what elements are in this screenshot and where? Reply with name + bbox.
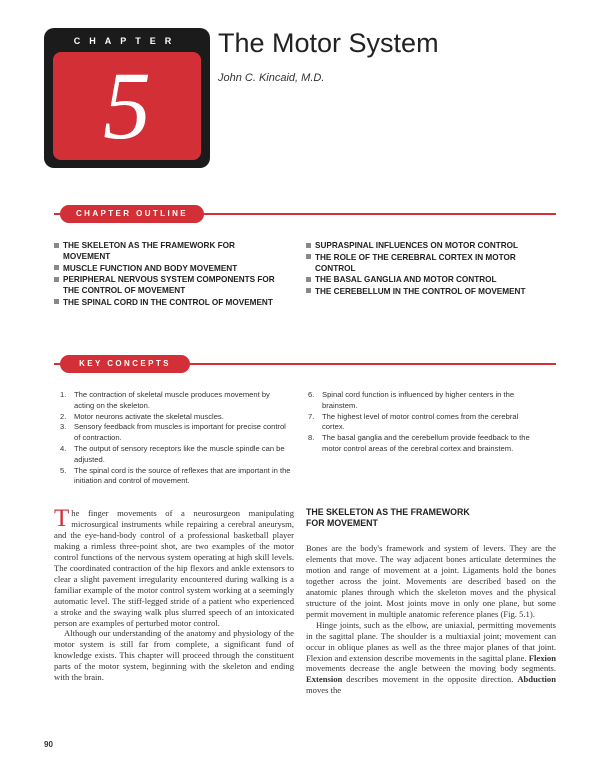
concept-item bbox=[60, 422, 292, 444]
key-concepts-header: KEY CONCEPTS bbox=[60, 355, 190, 373]
outline-list-left bbox=[54, 240, 284, 308]
concept-number: 2. bbox=[60, 411, 67, 421]
drop-cap: T bbox=[54, 505, 70, 532]
intro-paragraph-1 bbox=[54, 505, 294, 628]
section-heading bbox=[306, 507, 556, 529]
key-concepts-right bbox=[308, 390, 540, 455]
chapter-number: 5 bbox=[103, 52, 151, 159]
concept-text: Spinal cord function is influenced by higher centers in the brainstem. bbox=[322, 390, 515, 410]
concept-text: The spinal cord is the source of reflexes that are important in the initiation and control of movement. bbox=[74, 465, 291, 486]
concept-text: The output of sensory receptors like the muscle spindle can be adjusted. bbox=[74, 443, 285, 464]
section-column bbox=[306, 543, 556, 696]
author: John C. Kincaid, M.D. bbox=[218, 72, 325, 84]
concept-text: The highest level of motor control comes from the cerebral cortex. bbox=[322, 411, 519, 432]
section-text-a: Hinge joints, such as the elbow, are uniaxial, permitting movements in the sagittal plane. The shoulder is a multiaxial joint; movement can occur in oblique planes as well as the three major planes of that joint. Flexion and extension describe movements in the sagittal plane. bbox=[306, 619, 556, 663]
section-heading-line1: THE SKELETON AS THE FRAMEWORK bbox=[306, 507, 470, 517]
outline-header: CHAPTER OUTLINE bbox=[60, 205, 204, 223]
term-flexion: Flexion bbox=[528, 652, 556, 663]
concept-item bbox=[60, 444, 292, 466]
concept-number: 8. bbox=[308, 433, 315, 443]
concept-text: Sensory feedback from muscles is important for precise control of contraction. bbox=[74, 422, 286, 443]
concept-number: 5. bbox=[60, 465, 67, 475]
outline-item: MUSCLE FUNCTION AND BODY MOVEMENT bbox=[54, 263, 284, 274]
chapter-badge bbox=[44, 28, 210, 168]
concept-number: 3. bbox=[60, 422, 67, 432]
concept-item bbox=[308, 433, 540, 455]
section-text-d: moves the bbox=[306, 685, 342, 696]
outline-item: THE CEREBELLUM IN THE CONTROL OF MOVEMENT bbox=[306, 286, 546, 297]
outline-item: PERIPHERAL NERVOUS SYSTEM COMPONENTS FOR THE CONTROL OF MOVEMENT bbox=[54, 274, 284, 296]
section-text-b: movements decrease the angle between the moving body segments. bbox=[306, 663, 556, 674]
key-concepts-left bbox=[60, 390, 292, 487]
outline-item: SUPRASPINAL INFLUENCES ON MOTOR CONTROL bbox=[306, 240, 546, 251]
concept-text: The contraction of skeletal muscle produces movement by acting on the skeleton. bbox=[74, 390, 270, 410]
intro-column bbox=[54, 505, 294, 683]
outline-item: THE SPINAL CORD IN THE CONTROL OF MOVEMENT bbox=[54, 297, 284, 308]
chapter-number-box bbox=[53, 52, 201, 160]
chapter-label: CHAPTER bbox=[73, 36, 181, 46]
chapter-title: The Motor System bbox=[218, 28, 439, 58]
concept-number: 4. bbox=[60, 443, 67, 453]
outline-item: THE ROLE OF THE CEREBRAL CORTEX IN MOTOR CONTROL bbox=[306, 252, 546, 274]
term-abduction: Abduction bbox=[517, 674, 556, 685]
section-text-c: describes movement in the opposite direction. bbox=[342, 674, 518, 685]
intro-text-1: he finger movements of a neurosurgeon manipulating microsurgical instruments while repairing a cerebral aneurysm, and the eye-hand-body control of a professional basketball player making a rimless three-point shot, are two examples of the motor control functions of the nervous system operating at high skill levels. The coordinated contraction of the hip flexors and ankle extensors to clear a slight pavement irregularity encountered during walking is a familiar example of the motor control system working at a seemingly automatic level. The stiff-legged stride of a patient who experienced a stroke and the swaying walk plus slurred speech of an intoxicated person are examples of perturbed motor control. bbox=[54, 508, 294, 628]
page-number: 90 bbox=[44, 740, 53, 749]
term-extension: Extension bbox=[306, 674, 343, 685]
section-paragraph-1: Bones are the body's framework and system of levers. They are the elements that move. The way adjacent bones articulate determines the motion and range of movement at a joint. Ligaments hold the bones together across the joint. Movements are described based on the anatomic planes through which the skeleton moves and the physical structure of the joint. Most joints move in only one plane, but some permit movement in multiple anatomic reference planes (Fig. 5.1). bbox=[306, 543, 556, 619]
concept-number: 1. bbox=[60, 390, 67, 399]
concept-number: 7. bbox=[308, 411, 315, 421]
section-paragraph-2 bbox=[306, 620, 556, 697]
concept-item bbox=[308, 390, 540, 412]
concept-text: The basal ganglia and the cerebellum provide feedback to the motor control areas of the cerebral cortex and brainstem. bbox=[322, 433, 530, 453]
outline-list-right bbox=[306, 240, 546, 297]
intro-paragraph-2: Although our understanding of the anatomy and physiology of the motor system is still far from complete, a significant fund of knowledge exists. This chapter will proceed through the constituent parts of the motor system, beginning with the skeleton and ending with the brain. bbox=[54, 628, 294, 683]
concept-item bbox=[60, 390, 292, 412]
concept-item bbox=[60, 412, 292, 423]
concept-number: 6. bbox=[308, 390, 315, 399]
concept-item bbox=[308, 412, 540, 434]
concept-text: Motor neurons activate the skeletal muscles. bbox=[74, 411, 224, 421]
section-heading-line2: FOR MOVEMENT bbox=[306, 518, 378, 528]
concept-item bbox=[60, 466, 292, 488]
outline-item: THE SKELETON AS THE FRAMEWORK FOR MOVEMENT bbox=[54, 240, 284, 262]
outline-item: THE BASAL GANGLIA AND MOTOR CONTROL bbox=[306, 274, 546, 285]
